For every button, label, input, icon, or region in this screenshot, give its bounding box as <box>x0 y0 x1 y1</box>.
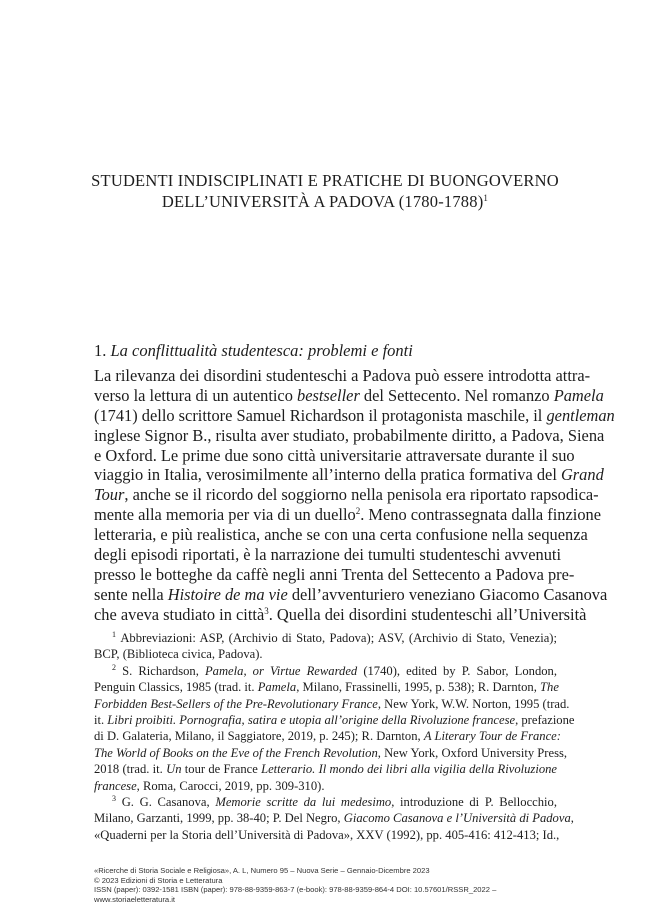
body-line <box>94 425 605 446</box>
footnote-text: Abbreviazioni: ASP, (Archivio di Stato, Padova); ASV, (Archivio di Stato, Venezia); <box>120 631 557 645</box>
footnote-text: tour de France <box>181 762 262 777</box>
footnote-italic: Pamela <box>257 680 297 695</box>
body-italic-run: bestseller <box>297 385 360 405</box>
body-line <box>94 405 615 426</box>
footnote-text: (1740), edited by P. Sabor, London, <box>357 663 557 678</box>
body-text-run: La rilevanza dei disordini studenteschi a Padova può essere introdotta attra- <box>94 366 591 385</box>
footnote-text: , New York, W.W. Norton, 1995 (trad. <box>377 696 570 711</box>
footnote-line <box>94 712 575 728</box>
body-italic-run: Tour <box>94 485 125 505</box>
body-italic-run: gentleman <box>546 405 615 425</box>
footnote-ref-2[interactable]: 2 <box>355 506 361 517</box>
body-text-run: inglese Signor B., risulta aver studiato, probabilmente diritto, a Padova, Siena <box>94 425 605 445</box>
body-line <box>94 525 588 545</box>
body-text-run: sente nella <box>94 584 168 604</box>
body-text-run: presso le botteghe da caffè negli anni Trenta del Settecento a Padova pre- <box>94 564 575 584</box>
footnote-text: , prefazione <box>515 712 575 727</box>
footnote-line <box>94 778 557 794</box>
body-line <box>94 445 575 466</box>
article-title-line-2 <box>60 191 590 212</box>
footnote-text: Milano, Garzanti, 1999, pp. 38-40; P. Del Negro, <box>94 811 344 826</box>
section-title: La conflittualità studentesca: problemi e fonti <box>110 341 413 360</box>
imprint-identifiers: ISSN (paper): 0392-1581 ISBN (paper): 978-88-9359-863-7 (e-book): 978-88-9359-864-4 DOI: 10.57601/RSSR_2022 – <box>94 885 497 895</box>
body-line <box>94 366 591 386</box>
footnote-italic: Letterario. Il mondo dei libri alla vigilia della Rivoluzione <box>261 762 558 777</box>
body-text-run: . Quella dei disordini studenteschi all’Università <box>268 604 587 624</box>
body-line <box>94 584 608 605</box>
body-text-run: viaggio in Italia, verosimilmente all’interno della pratica formativa del <box>94 465 561 485</box>
footnote-line <box>94 696 570 712</box>
body-line <box>94 545 561 565</box>
footnote-italic: Memorie scritte da lui medesimo <box>215 794 392 809</box>
footnote-italic: Pamela, or Virtue Rewarded <box>204 663 358 678</box>
footnote-text: «Quaderni per la Storia dell’Università di Padova», XXV (1992), pp. 405-416: 412-413; Id., <box>94 827 560 842</box>
footnote-text: , <box>570 811 574 826</box>
body-line <box>94 564 575 585</box>
body-text-run: (1741) dello scrittore Samuel Richardson il protagonista maschile, il <box>94 405 547 425</box>
body-line <box>94 385 604 406</box>
article-title <box>60 170 590 212</box>
footnote-1 <box>94 630 557 646</box>
footnote-line <box>94 646 557 662</box>
footnote-italic: The World of Books on the Eve of the French Revolution <box>94 745 378 760</box>
article-title-line-2-text: DELL’UNIVERSITÀ A PADOVA (1780-1788) <box>161 192 484 211</box>
footnote-text: 2018 (trad. it. <box>94 762 167 777</box>
footnote-italic: Giacomo Casanova e l’Università di Padova <box>343 811 571 826</box>
footnote-text: BCP, (Biblioteca civica, Padova). <box>94 647 263 662</box>
body-text-run: , anche se il ricordo del soggiorno nella penisola era riportato rapsodica- <box>124 485 599 505</box>
body-text-run: dell’avventuriero veneziano Giacomo Casanova <box>287 584 608 604</box>
footnote-ref-3[interactable]: 3 <box>264 605 269 616</box>
footnote-3 <box>94 794 557 810</box>
body-text-run: del Settecento. Nel romanzo <box>359 385 554 405</box>
footnote-line <box>94 761 557 777</box>
section-number: 1. <box>94 341 107 360</box>
footnote-text: S. Richardson, <box>122 663 205 678</box>
footnote-italic: Forbidden Best-Sellers of the Pre-Revolutionary France <box>94 696 378 711</box>
body-line <box>94 505 601 525</box>
body-text-run: . Meno contrassegnata dalla finzione <box>360 505 601 525</box>
footnote-line <box>94 728 561 744</box>
body-italic-run: Histoire de ma vie <box>167 584 288 604</box>
publication-imprint <box>94 866 564 904</box>
body-line <box>94 485 599 505</box>
imprint-copyright: © 2023 Edizioni di Storia e Letteratura <box>94 875 223 885</box>
footnote-line <box>94 810 574 826</box>
body-text-run: degli episodi riportati, è la narrazione dei tumulti studenteschi avvenuti <box>94 545 561 565</box>
footnote-italic: Un <box>166 762 182 777</box>
footnote-italic: Libri proibiti. Pornografia, satira e utopia all’origine della Rivoluzione francese <box>107 712 516 727</box>
body-text-run: letteraria, e più realistica, anche se con una certa confusione nella sequenza <box>94 525 588 545</box>
footnote-italic: A Literary Tour de France: <box>423 729 561 744</box>
footnote-italic: The <box>540 680 559 695</box>
body-italic-run: Grand <box>560 465 604 485</box>
footnote-text: , introduzione di P. Bellocchio, <box>391 794 557 809</box>
body-text-run: mente alla memoria per via di un duello <box>94 505 356 525</box>
footnote-number: 3 <box>112 793 116 803</box>
footnotes <box>94 630 575 843</box>
footnote-2 <box>94 663 557 679</box>
section-heading <box>94 341 413 361</box>
footnote-line <box>94 827 560 843</box>
body-text-run: verso la lettura di un autentico <box>94 385 297 405</box>
body-text-run: e Oxford. Le prime due sono città universitarie attraversate durante il suo <box>94 445 575 465</box>
imprint-journal: «Ricerche di Storia Sociale e Religiosa», A. L, Numero 95 – Nuova Serie – Gennaio-Dicembre 2023 <box>94 866 430 875</box>
footnote-text: di D. Galateria, Milano, il Saggiatore, 2019, p. 245); R. Darnton, <box>94 729 424 744</box>
body-text-run: che aveva studiato in città <box>94 604 265 624</box>
title-footnote-ref[interactable]: 1 <box>483 193 489 203</box>
footnote-line <box>94 745 568 761</box>
footnote-text: , Milano, Frassinelli, 1995, p. 538); R. Darnton, <box>296 680 541 695</box>
footnote-italic: francese <box>94 778 137 793</box>
body-line <box>94 465 604 485</box>
imprint-website[interactable]: www.storiaeletteratura.it <box>94 894 176 904</box>
body-text <box>94 366 615 625</box>
footnote-number: 1 <box>112 630 116 639</box>
footnote-text: it. <box>94 712 108 727</box>
footnote-text: , New York, Oxford University Press, <box>377 745 568 760</box>
footnote-text: , Roma, Carocci, 2019, pp. 309-310). <box>136 778 325 793</box>
body-line <box>94 604 587 625</box>
article-title-line-1: STUDENTI INDISCIPLINATI E PRATICHE DI BUONGOVERNO <box>91 171 559 190</box>
footnote-text: G. G. Casanova, <box>121 794 216 809</box>
body-italic-run: Pamela <box>553 385 604 405</box>
footnote-text: Penguin Classics, 1985 (trad. it. <box>94 680 258 695</box>
footnote-number: 2 <box>112 662 116 672</box>
footnote-line <box>94 679 557 695</box>
